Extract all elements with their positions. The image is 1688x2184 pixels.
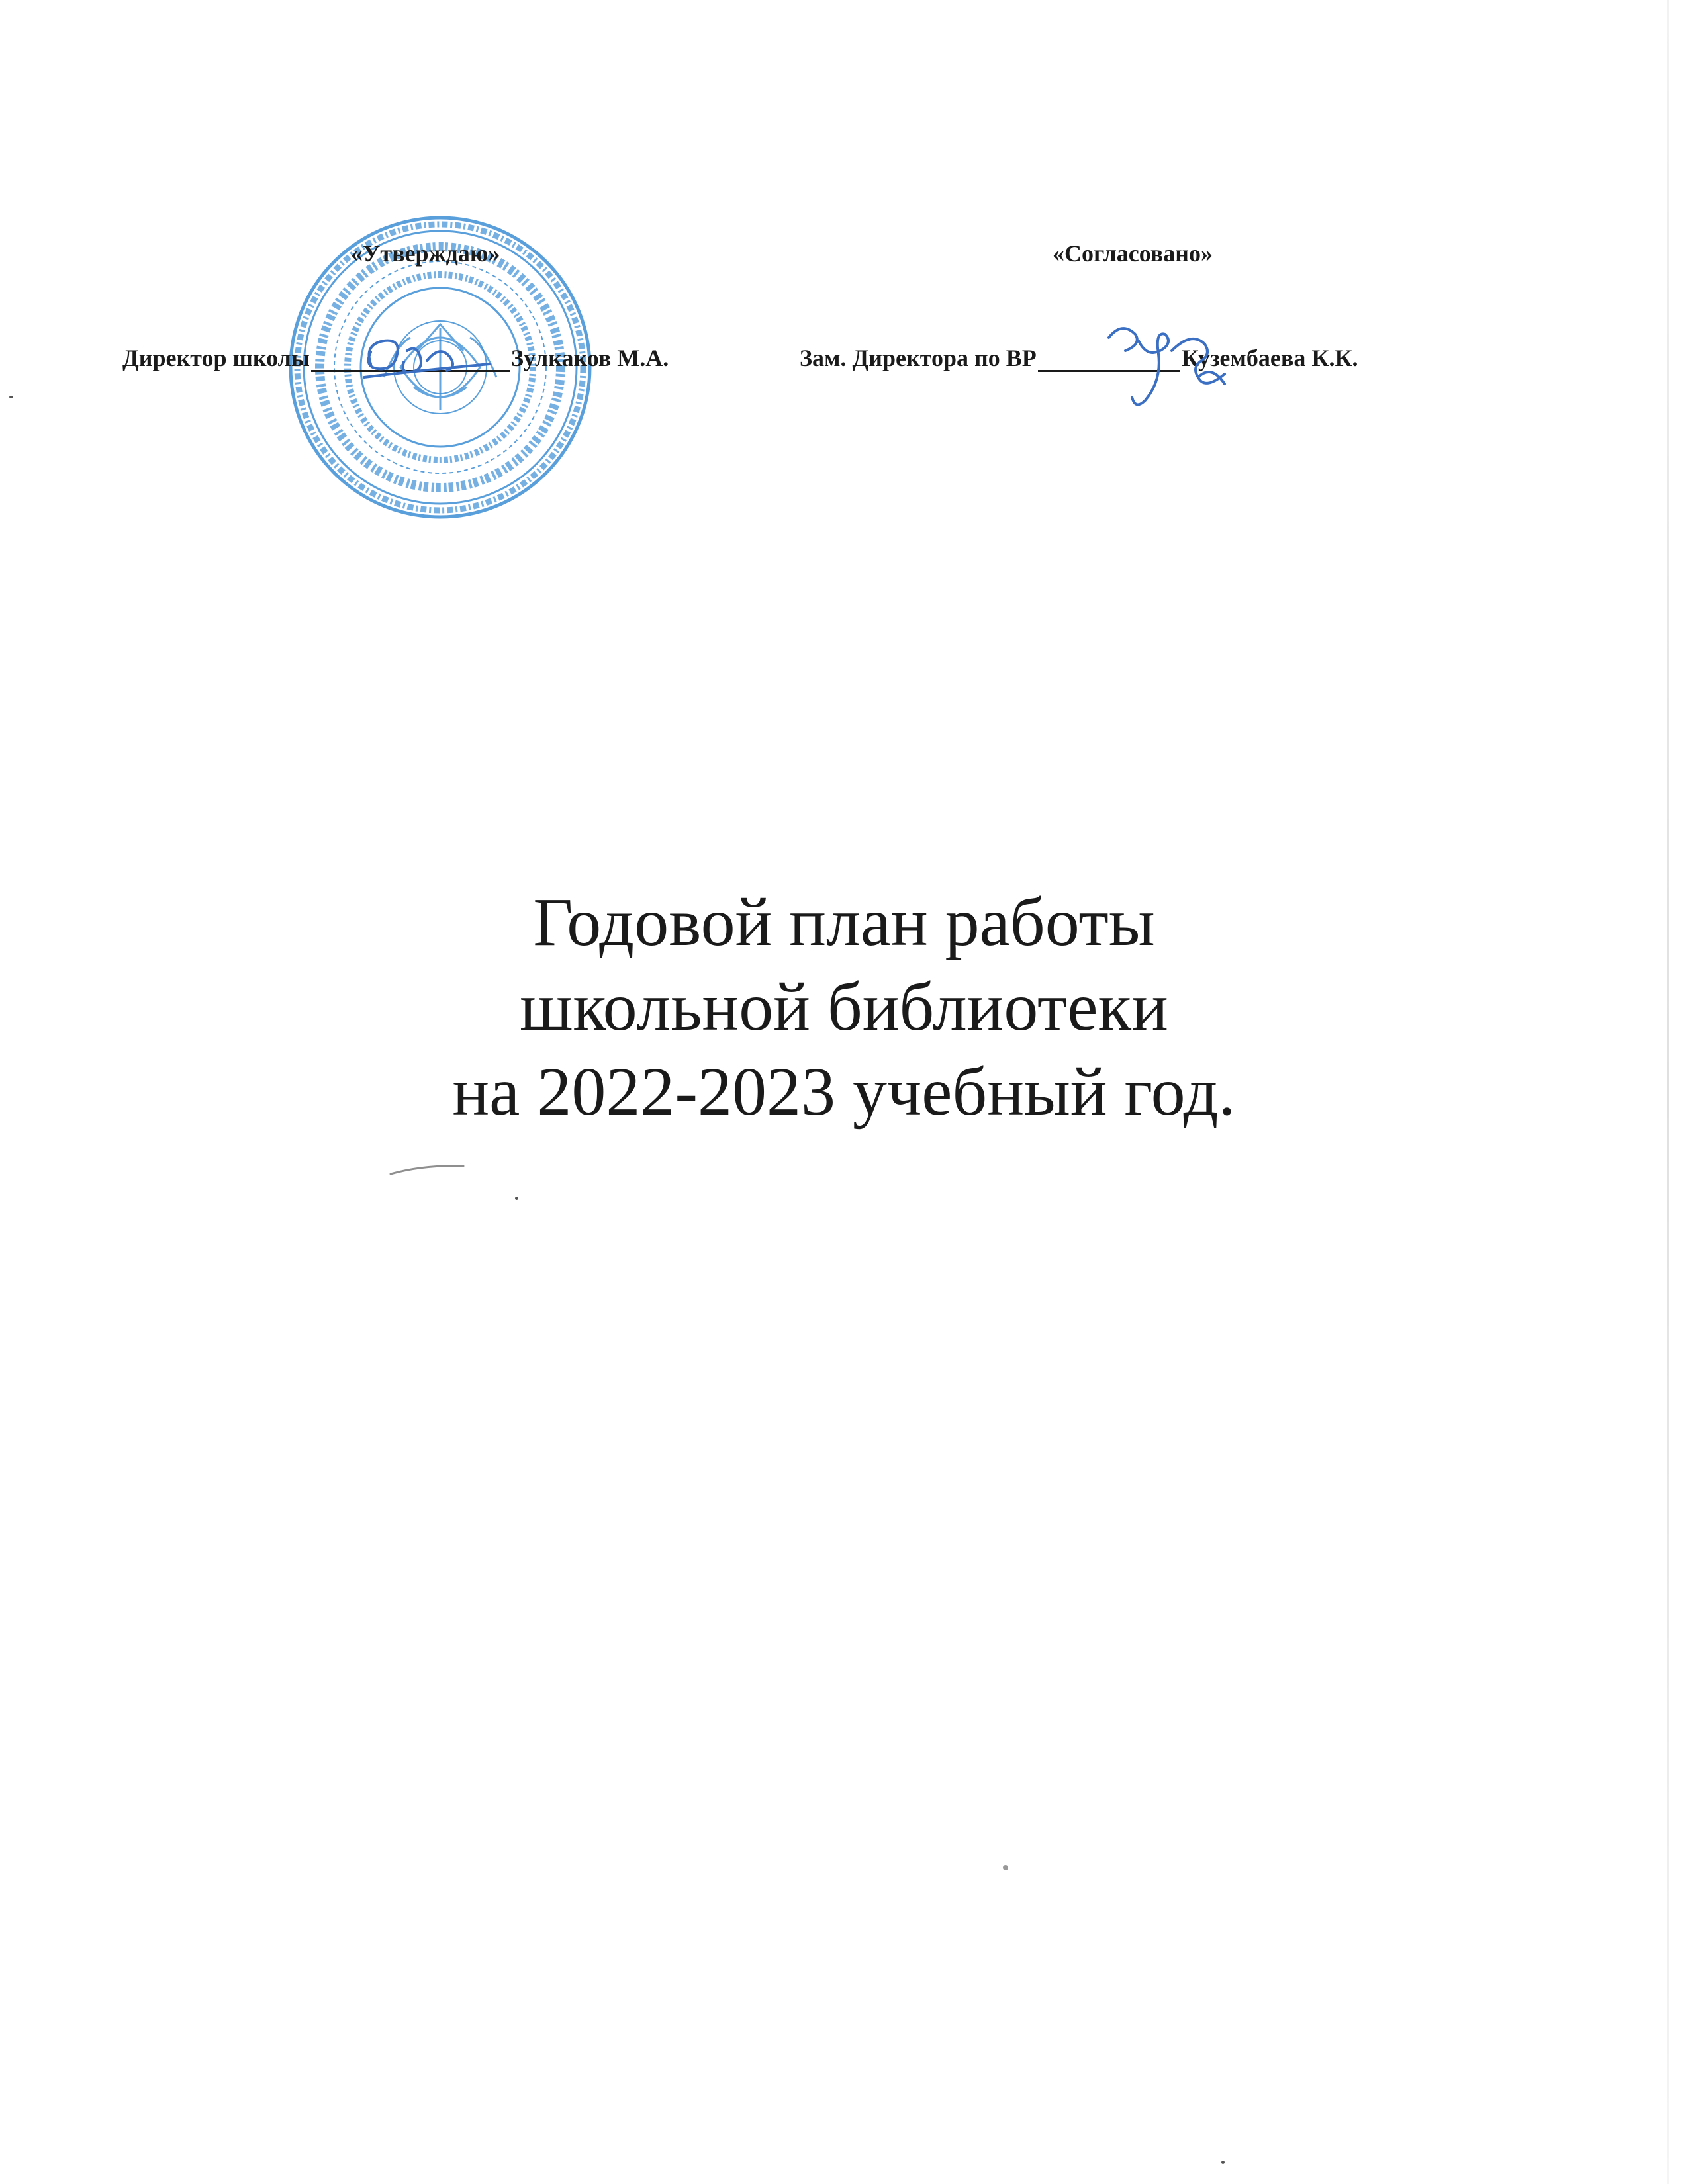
director-name: Зулкаков М.А. bbox=[510, 345, 669, 371]
title-line-3: на 2022-2023 учебный год. bbox=[452, 1054, 1236, 1130]
deputy-label: Зам. Директора по ВР bbox=[800, 345, 1037, 371]
director-label: Директор школы bbox=[122, 345, 310, 371]
scan-speck bbox=[9, 396, 13, 398]
title-line-2: школьной библиотеки bbox=[520, 969, 1168, 1045]
deputy-signature-icon bbox=[1086, 311, 1258, 424]
document-title bbox=[0, 880, 1688, 1134]
scan-speck bbox=[515, 1197, 518, 1200]
scan-speck bbox=[1003, 1865, 1008, 1870]
title-line-1: Годовой план работы bbox=[533, 884, 1155, 960]
pen-stroke-mark bbox=[387, 1160, 467, 1179]
deputy-signature-line bbox=[800, 344, 1358, 372]
scan-speck bbox=[1221, 2161, 1225, 2164]
agree-title: «Согласовано» bbox=[1053, 240, 1213, 267]
director-signature-icon bbox=[344, 324, 516, 397]
approve-title: «Утверждаю» bbox=[351, 240, 500, 267]
deputy-name: Кузембаева К.К. bbox=[1181, 345, 1358, 371]
